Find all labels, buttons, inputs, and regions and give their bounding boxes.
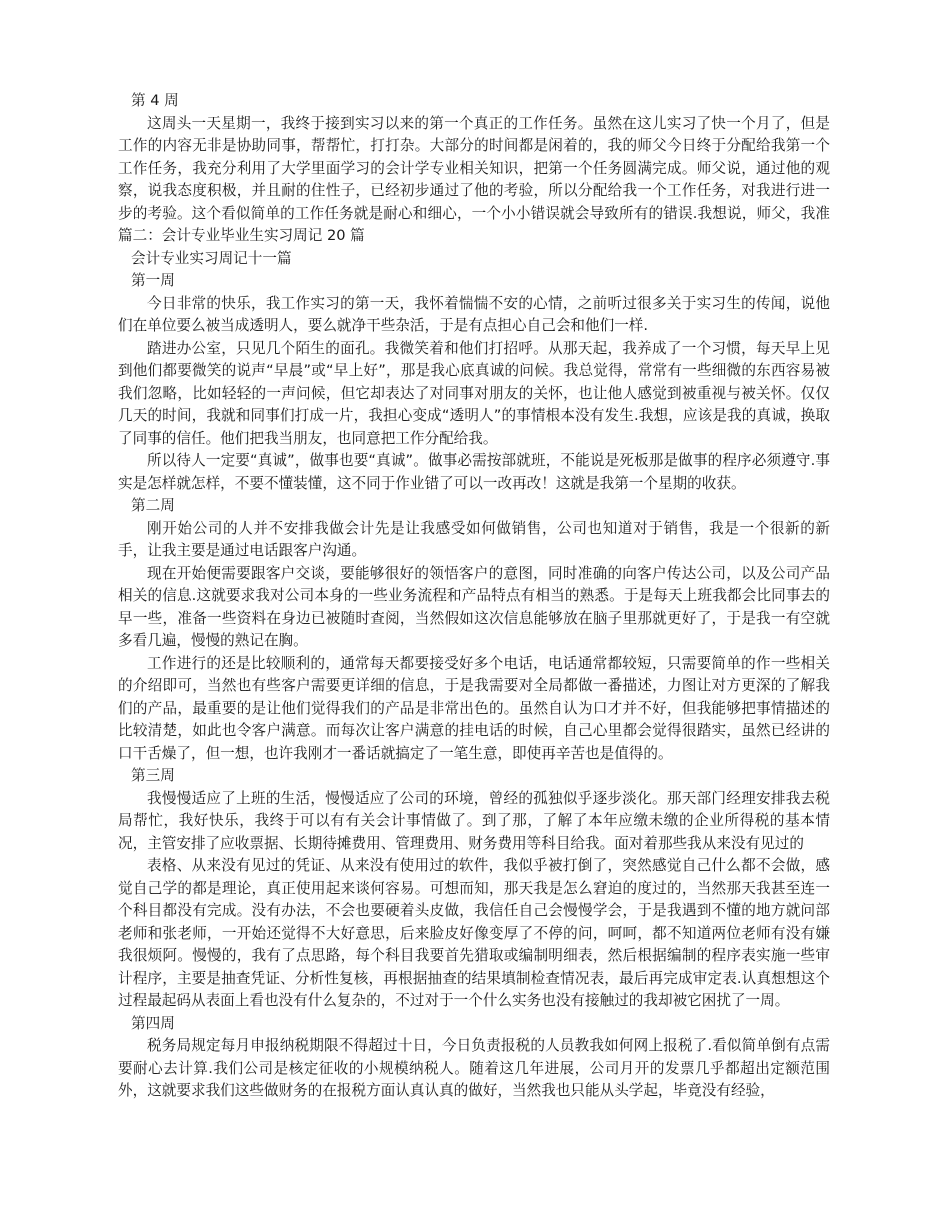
document-page [118, 90, 830, 1103]
week-heading: 第三周 [131, 767, 175, 784]
body-paragraph: 表格、从来没有见过的凭证、从来没有使用过的软件，我似乎被打倒了，突然感觉自己什么都不会做，感觉自己学的都是理论，真正使用起来谈何容易。可想而知，那天我是怎么窘迫的度过的，当然那天我甚至连一个科目都没有完成。没有办法，不会也要硬着头皮做，我信任自己会慢慢学会，于是我遇到不懂的地方就问部老师和张老师，一开始还觉得不大好意思，后来脸皮好像变厚了不停的问，呵呵，都不知道两位老师有没有嫌我很烦阿。慢慢的，我有了点思路，每个科目我要首先猎取或编制明细表，然后根据编制的程序表实施一些审计程序，主要是抽查凭证、分析性复核，再根据抽查的结果填制检查情况表，最后再完成审定表.认真想想这个过程最起码从表面上看也没有什么复杂的，不过对于一个什么实务也没有接触过的我却被它困扰了一周。 [118, 857, 830, 1009]
body-paragraph: 这周头一天星期一，我终于接到实习以来的第一个真正的工作任务。虽然在这儿实习了快一个月了，但是工作的内容无非是协助同事，帮帮忙，打打杂。大部分的时间都是闲着的，我的师父今日终于分配给我第一个工作任务，我充分利用了大学里面学习的会计学专业相关知识，把第一个任务圆满完成。师父说，通过他的观察，说我态度积极，并且耐的住性子，已经初步通过了他的考验，所以分配给我一个工作任务，对我进行进一步的考验。这个看似简单的工作任务就是耐心和细心，一个小小错误就会导致所有的错误.我想说，师父，我准篇二：会计专业毕业生实习周记 20 篇 [118, 114, 830, 244]
week-heading: 第四周 [131, 1014, 175, 1032]
body-paragraph: 税务局规定每月申报纳税期限不得超过十日，今日负责报税的人员教我如何网上报税了.看似简单倒有点需要耐心去计算.我们公司是核定征收的小规模纳税人。随着这几年进展，公司月开的发票几乎都超出定额范围外，这就要求我们这些做财务的在报税方面认真认真的做好，当然我也只能从头学起，毕竟没有经验， [118, 1037, 830, 1099]
body-paragraph: 所以待人一定要“真诚”，做事也要“真诚”。做事必需按部就班，不能说是死板那是做事的程序必须遵守.事实是怎样就怎样，不要不懂装懂，这不同于作业错了可以一改再改！这就是我第一个星期的收获。 [118, 452, 830, 492]
body-paragraph: 工作进行的还是比较顺利的，通常每天都要接受好多个电话，电话通常都较短，只需要简单的作一些相关的介绍即可，当然也有些客户需要更详细的信息，于是我需要对全局都做一番描述，力图让对方更深的了解我们的产品，最重要的是让他们觉得我们的产品是非常出色的。虽然自认为口才并不好，但我能够把事情描述的比较清楚，如此也令客户满意。而每次让客户满意的挂电话的时候，自己心里都会觉得很踏实，虽然已经讲的口干舌燥了，但一想，也许我刚才一番话就搞定了一笔生意，即使再辛苦也是值得的。 [118, 654, 830, 762]
body-paragraph: 我慢慢适应了上班的生活，慢慢适应了公司的环境，曾经的孤独似乎逐步淡化。那天部门经理安排我去税局帮忙，我好快乐，我终于可以有有关会计事情做了。到了那，了解了本年应缴未缴的企业所得税的基本情况，主管安排了应收票据、长期待摊费用、管理费用、财务费用等科目给我。面对着那些我从来没有见过的 [118, 789, 830, 852]
body-paragraph: 刚开始公司的人并不安排我做会计先是让我感受如何做销售，公司也知道对于销售，我是一个很新的新手，让我主要是通过电话跟客户沟通。 [118, 519, 830, 559]
week-heading: 第二周 [131, 497, 175, 514]
week-heading: 第 4 周 [131, 92, 179, 109]
section-heading: 会计专业实习周记十一篇 [131, 249, 292, 267]
body-paragraph: 现在开始便需要跟客户交谈，要能够很好的领悟客户的意图，同时准确的向客户传达公司，以及公司产品相关的信息.这就要求我对公司本身的一些业务流程和产品特点有相当的熟悉。于是每天上班我都会比同事去的早一些，准备一些资料在身边已被随时查阅，当然假如这次信息能够放在脑子里那就更好了，于是我一有空就多看几遍，慢慢的熟记在胸。 [118, 564, 830, 649]
body-paragraph: 踏进办公室，只见几个陌生的面孔。我微笑着和他们打招呼。从那天起，我养成了一个习惯，每天早上见到他们都要微笑的说声“早晨”或“早上好”，那是我心底真诚的问候。我总觉得，常常有一些细微的东西容易被我们忽略，比如轻轻的一声问候，但它却表达了对同事对朋友的关怀，也让他人感觉到被重视与被关怀。仅仅几天的时间，我就和同事们打成一片，我担心变成“透明人”的事情根本没有发生.我想，应该是我的真诚，换取了同事的信任。他们把我当朋友，也同意把工作分配给我。 [118, 339, 830, 447]
body-paragraph: 今日非常的快乐，我工作实习的第一天，我怀着惴惴不安的心情，之前听过很多关于实习生的传闻，说他们在单位要么被当成透明人，要么就净干些杂活，于是有点担心自己会和他们一样. [118, 294, 830, 334]
week-heading: 第一周 [131, 272, 175, 289]
